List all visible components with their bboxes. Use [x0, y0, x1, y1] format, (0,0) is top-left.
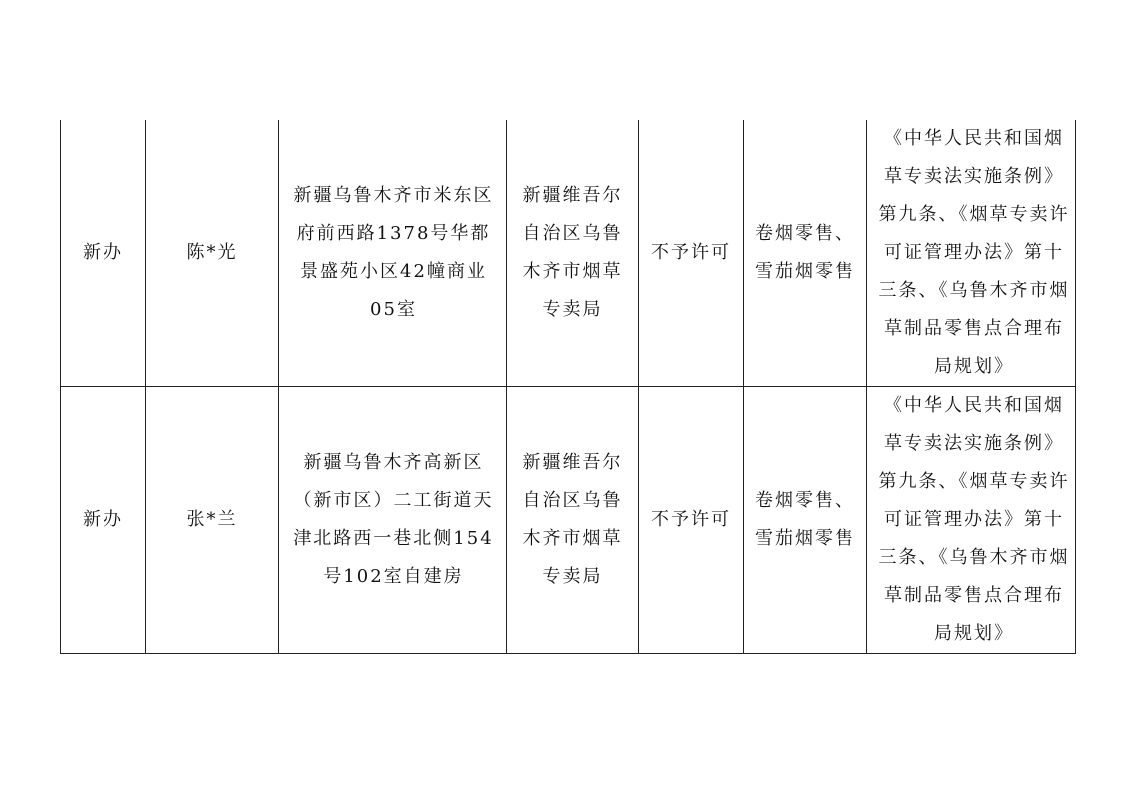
issuing-authority-text: 新疆维吾尔自治区乌鲁木齐市烟草专卖局: [522, 185, 623, 320]
license-decision-table: [60, 120, 1076, 654]
issuing-authority-cell: [507, 120, 639, 387]
applicant-name-cell: 张*兰: [146, 387, 279, 654]
issuing-authority-text: 新疆维吾尔自治区乌鲁木齐市烟草专卖局: [522, 452, 623, 587]
issuing-authority-cell: [507, 387, 639, 654]
business-scope-cell: [744, 120, 867, 387]
application-type-cell: 新办: [61, 120, 146, 387]
business-scope-cell: [744, 387, 867, 654]
legal-basis-text: 《中华人民共和国烟草专卖法实施条例》第九条、《烟草专卖许可证管理办法》第十三条、《乌鲁木齐市烟草制品零售点合理布局规划》: [878, 128, 1070, 377]
legal-basis-cell: [867, 120, 1076, 387]
business-address-cell: [279, 120, 507, 387]
decision-result-cell: 不予许可: [639, 120, 744, 387]
decision-result-cell: 不予许可: [639, 387, 744, 654]
table-row: [61, 387, 1076, 654]
legal-basis-text: 《中华人民共和国烟草专卖法实施条例》第九条、《烟草专卖许可证管理办法》第十三条、《乌鲁木齐市烟草制品零售点合理布局规划》: [878, 395, 1070, 644]
application-type-cell: 新办: [61, 387, 146, 654]
applicant-name-cell: 陈*光: [146, 120, 279, 387]
business-address-text: 新疆乌鲁木齐市米东区府前西路1378号华都景盛苑小区42幢商业05室: [293, 185, 494, 320]
table-row: [61, 120, 1076, 387]
business-address-cell: [279, 387, 507, 654]
business-scope-text: 卷烟零售、雪茄烟零售: [755, 490, 855, 549]
legal-basis-cell: [867, 387, 1076, 654]
business-scope-text: 卷烟零售、雪茄烟零售: [755, 223, 855, 282]
business-address-text: 新疆乌鲁木齐高新区（新市区）二工街道天津北路西一巷北侧154号102室自建房: [293, 452, 494, 587]
